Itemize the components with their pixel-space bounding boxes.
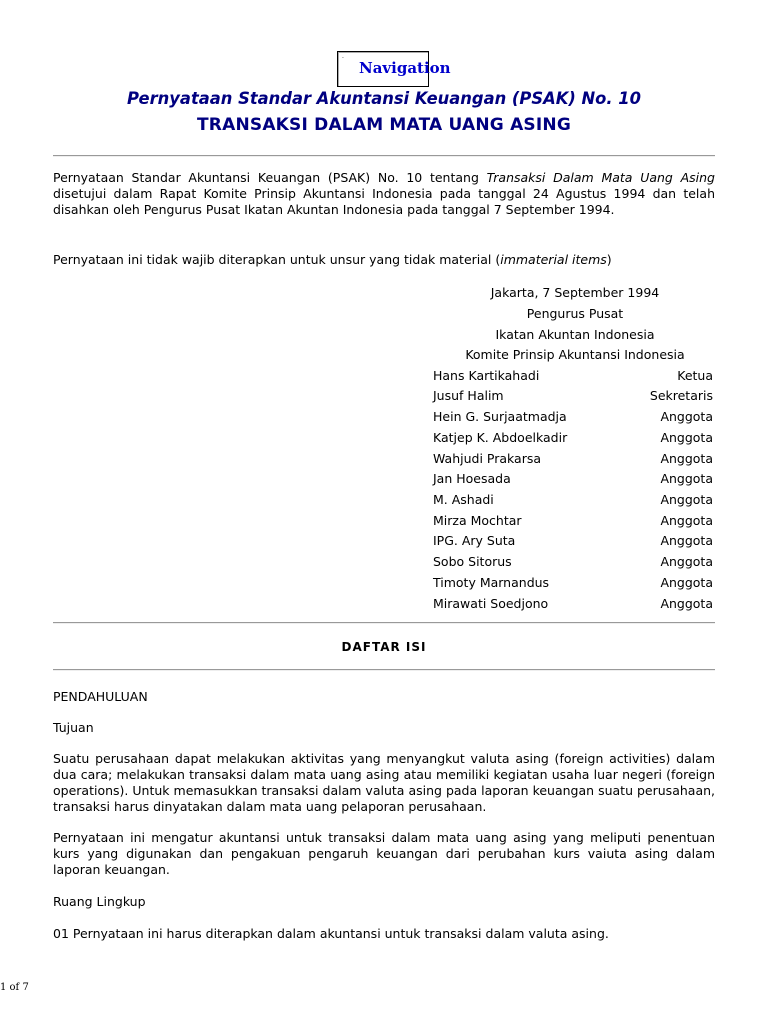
member-role: Anggota: [660, 492, 713, 507]
member-role: Anggota: [660, 596, 713, 611]
paragraph-foreign-activities: Suatu perusahaan dapat melakukan aktivitas yang menyangkut valuta asing (foreign activities) dalam dua cara; melakukan transaksi dalam mata uang asing atau memiliki kegiatan usaha luar negeri (foreign operations). Untuk memasukkan transaksi dalam valuta asing pada laporan keuangan suatu perusahaan, transaksi harus dinyatakan dalam mata uang pelaporan perusahaan.: [53, 751, 715, 814]
subheading-tujuan: Tujuan: [53, 720, 94, 735]
member-row: [433, 451, 713, 467]
member-row: [433, 575, 713, 591]
subheading-ruang-lingkup: Ruang Lingkup: [53, 894, 146, 909]
intro2-italic: immaterial items: [500, 252, 607, 267]
divider-top: [53, 155, 715, 157]
member-name: Wahjudi Prakarsa: [433, 451, 542, 466]
member-role: Anggota: [660, 471, 713, 486]
section-heading-pendahuluan: PENDAHULUAN: [53, 689, 148, 704]
intro-paragraph-1: [53, 170, 715, 218]
navigation-button[interactable]: [337, 51, 451, 87]
paragraph-scope-of-standard: Pernyataan ini mengatur akuntansi untuk transaksi dalam mata uang asing yang meliputi penentuan kurs yang digunakan dan pengakuan pengaruh keuangan dari perubahan kurs vaiuta asing dalam laporan keuangan.: [53, 830, 715, 877]
member-role: Anggota: [660, 554, 713, 569]
intro2-text-a: Pernyataan ini tidak wajib diterapkan untuk unsur yang tidak material (: [53, 252, 501, 267]
member-row: [433, 471, 713, 487]
member-row: [433, 409, 713, 425]
member-row: [433, 513, 713, 529]
member-name: Mirawati Soedjono: [433, 596, 549, 611]
committee-body-1: Pengurus Pusat: [526, 306, 624, 321]
member-row: [433, 492, 713, 508]
member-name: Katjep K. Abdoelkadir: [433, 430, 568, 445]
member-name: Jusuf Halim: [433, 388, 504, 403]
member-role: Anggota: [660, 409, 713, 424]
page-number: 1 of 7: [0, 982, 29, 993]
committee-body-2: Ikatan Akuntan Indonesia: [495, 327, 655, 342]
member-name: IPG. Ary Suta: [433, 533, 516, 548]
member-role: Anggota: [660, 533, 713, 548]
intro-title-italic: Transaksi Dalam Mata Uang Asing: [486, 170, 715, 185]
member-name: Hans Kartikahadi: [433, 368, 540, 383]
navigation-label: Navigation: [359, 59, 451, 77]
member-name: M. Ashadi: [433, 492, 494, 507]
member-row: [433, 368, 713, 384]
intro-paragraph-2: [53, 252, 715, 268]
committee-body-3: Komite Prinsip Akuntansi Indonesia: [465, 347, 685, 362]
member-role: Anggota: [660, 451, 713, 466]
toc-heading: DAFTAR ISI: [341, 640, 427, 654]
member-role: Ketua: [677, 368, 713, 383]
member-name: Sobo Sitorus: [433, 554, 512, 569]
document-title: Pernyataan Standar Akuntansi Keuangan (PSAK) No. 10: [127, 89, 641, 109]
nav-dot: ·: [342, 55, 344, 62]
document-subtitle: TRANSAKSI DALAM MATA UANG ASING: [197, 115, 571, 135]
intro-text-b: disetujui dalam Rapat Komite Prinsip Akuntansi Indonesia pada tanggal 24 Agustus 1994 dan telah disahkan oleh Pengurus Pusat Ikatan Akuntan Indonesia pada tanggal 7 September 1994.: [53, 186, 715, 217]
member-name: Timoty Marnandus: [433, 575, 550, 590]
member-row: [433, 388, 713, 404]
member-role: Sekretaris: [649, 388, 713, 403]
member-name: Mirza Mochtar: [433, 513, 522, 528]
member-role: Anggota: [660, 430, 713, 445]
member-row: [433, 596, 713, 612]
member-row: [433, 430, 713, 446]
member-row: [433, 533, 713, 549]
paragraph-01: 01 Pernyataan ini harus diterapkan dalam akuntansi untuk transaksi dalam valuta asing.: [53, 926, 609, 941]
member-name: Hein G. Surjaatmadja: [433, 409, 567, 424]
member-role: Anggota: [660, 575, 713, 590]
intro-text-a: Pernyataan Standar Akuntansi Keuangan (PSAK) No. 10 tentang: [53, 170, 487, 185]
member-role: Anggota: [660, 513, 713, 528]
divider-toc-top: [53, 622, 715, 624]
place-date: Jakarta, 7 September 1994: [490, 285, 660, 300]
member-row: [433, 554, 713, 570]
intro2-text-b: ): [606, 252, 612, 267]
member-name: Jan Hoesada: [433, 471, 511, 486]
divider-toc-bottom: [53, 669, 715, 671]
